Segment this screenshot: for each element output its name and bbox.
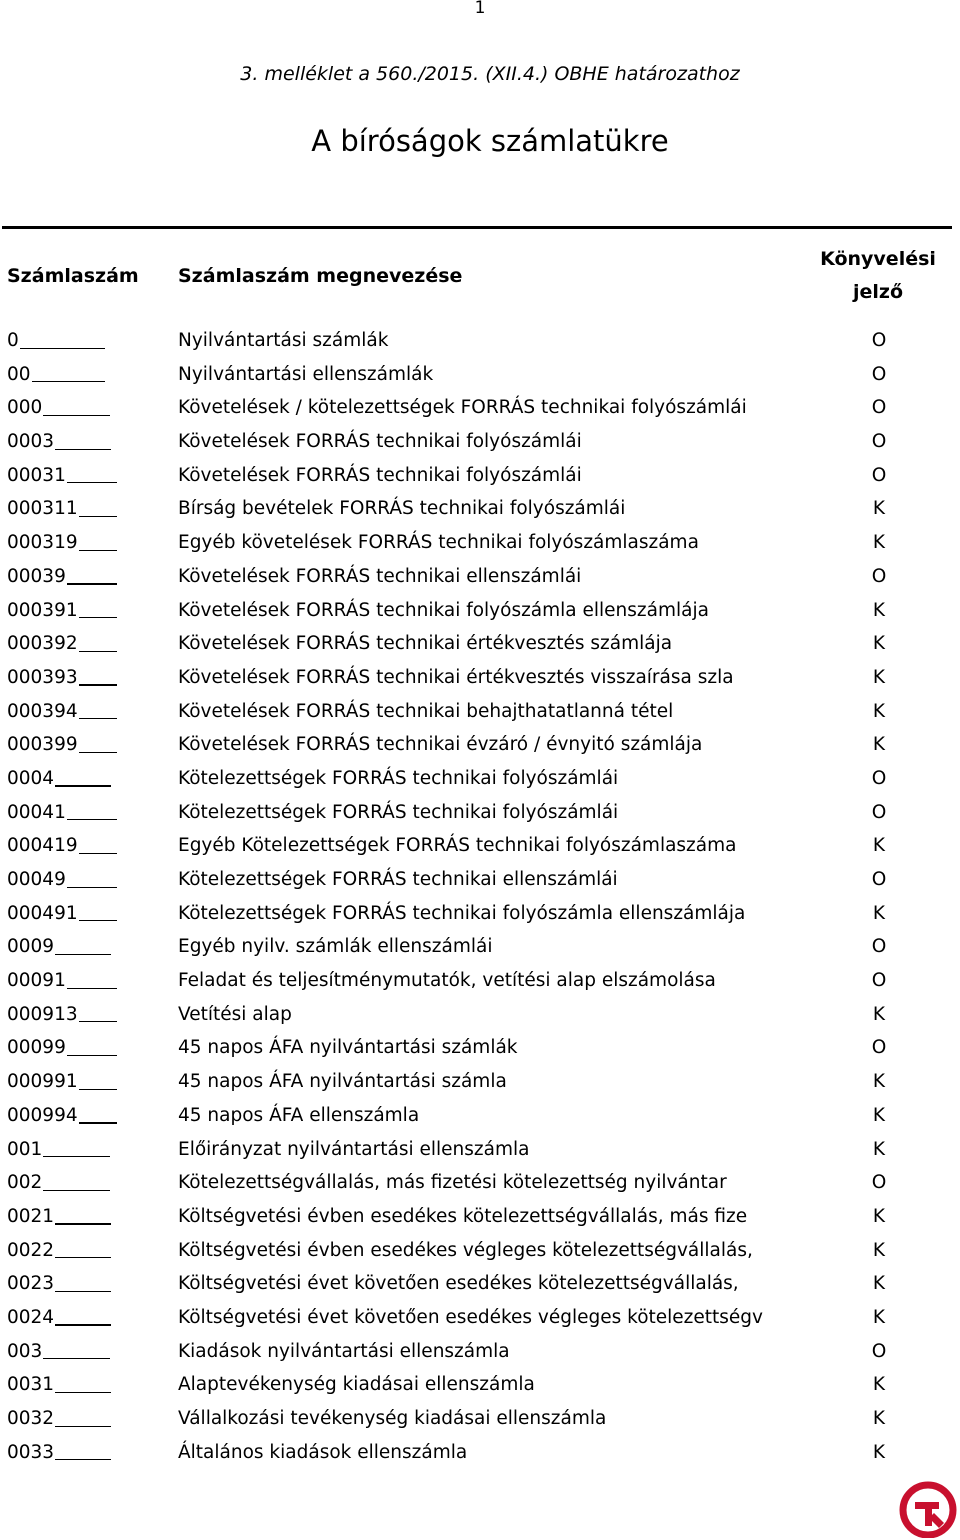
account-number: 000399 [7, 734, 78, 756]
fill-line [79, 1089, 117, 1090]
table-row [0, 1065, 960, 1099]
account-number: 00 [7, 363, 31, 385]
posting-flag: O [871, 464, 887, 486]
account-number: 000394 [7, 700, 78, 722]
fill-line [55, 954, 111, 955]
table-row [0, 560, 960, 594]
account-number: 000391 [7, 599, 78, 621]
account-name: Egyéb nyilv. számlák ellenszámlái [178, 936, 493, 958]
column-header-posting-flag: Könyvelési jelző [820, 248, 936, 303]
account-number: 0021 [7, 1205, 55, 1227]
fill-line [79, 684, 117, 685]
posting-flag: K [872, 835, 886, 857]
account-number: 00099 [7, 1037, 66, 1059]
account-number: 0003 [7, 431, 55, 453]
fill-line [55, 1324, 111, 1325]
posting-flag: K [872, 1239, 886, 1261]
fill-line [43, 415, 110, 416]
account-name: Általános kiadások ellenszámla [178, 1441, 468, 1463]
fill-line [43, 1190, 110, 1191]
account-name: Követelések FORRÁS technikai behajthatatlanná tétel [178, 700, 674, 722]
table-row [0, 897, 960, 931]
table-row [0, 1031, 960, 1065]
table-row [0, 998, 960, 1032]
fill-line [55, 1223, 111, 1224]
account-name: Vetítési alap [178, 1003, 292, 1025]
posting-flag: O [871, 936, 887, 958]
account-name: Költségvetési évet követően esedékes végleges kötelezettségv [178, 1306, 763, 1328]
table-row [0, 695, 960, 729]
posting-flag: K [872, 1374, 886, 1396]
account-name: Követelések FORRÁS technikai értékvesztés számlája [178, 633, 673, 655]
account-number: 000994 [7, 1104, 78, 1126]
posting-flag: K [872, 1138, 886, 1160]
account-number: 000392 [7, 633, 78, 655]
fill-line [43, 1358, 110, 1359]
table-row [0, 1368, 960, 1402]
fill-line [79, 752, 117, 753]
table-row [0, 1267, 960, 1301]
posting-flag: O [871, 363, 887, 385]
posting-flag: O [871, 970, 887, 992]
account-name: Kötelezettségek FORRÁS technikai folyószámlái [178, 801, 619, 823]
posting-flag: O [871, 1340, 887, 1362]
fill-line [79, 718, 117, 719]
account-name: Követelések FORRÁS technikai folyószámlái [178, 464, 582, 486]
posting-flag: K [872, 1306, 886, 1328]
account-name: Kiadások nyilvántartási ellenszámla [178, 1340, 510, 1362]
fill-line [79, 651, 117, 652]
account-name: Kötelezettségek FORRÁS technikai folyószámla ellenszámlája [178, 902, 746, 924]
table-row [0, 863, 960, 897]
fill-line [55, 1426, 111, 1427]
column-header-account-name: Számlaszám megnevezése [178, 265, 463, 287]
account-name: Követelések / kötelezettségek FORRÁS technikai folyószámlái [178, 397, 747, 419]
table-row [0, 391, 960, 425]
account-name: Követelések FORRÁS technikai ellenszámlái [178, 565, 582, 587]
table-row [0, 627, 960, 661]
account-name: Követelések FORRÁS technikai értékvesztés visszaírása szla [178, 666, 734, 688]
table-row [0, 1335, 960, 1369]
table-row [0, 728, 960, 762]
posting-flag: O [871, 869, 887, 890]
account-name: 45 napos ÁFA nyilvántartási számla [178, 1071, 507, 1093]
page-number: 1 [474, 0, 486, 18]
fill-line [32, 381, 105, 382]
account-number: 001 [7, 1138, 43, 1160]
posting-flag: K [872, 666, 886, 688]
account-number: 000419 [7, 835, 78, 857]
table-row [0, 594, 960, 628]
account-name: Alaptevékenység kiadásai ellenszámla [178, 1374, 535, 1396]
fill-line [79, 617, 117, 618]
header-divider [2, 226, 952, 229]
posting-flag: K [872, 902, 886, 924]
fill-line [67, 819, 117, 820]
account-number: 0009 [7, 936, 55, 958]
account-number: 000491 [7, 902, 78, 924]
fill-line [79, 550, 117, 551]
posting-flag: K [872, 1205, 886, 1227]
fill-line [79, 920, 117, 921]
fill-line [67, 887, 117, 888]
table-row [0, 1301, 960, 1335]
fill-line [67, 1055, 117, 1056]
account-name: 45 napos ÁFA ellenszámla [178, 1104, 420, 1126]
posting-flag: K [872, 1408, 886, 1429]
posting-flag: K [872, 599, 886, 621]
posting-flag: K [872, 734, 886, 756]
table-row [0, 930, 960, 964]
account-name: Előirányzat nyilvántartási ellenszámla [178, 1138, 530, 1160]
posting-flag: O [871, 1037, 887, 1059]
account-name: Költségvetési évben esedékes végleges kötelezettségvállalás, [178, 1239, 753, 1261]
posting-flag: O [871, 397, 887, 419]
posting-flag: K [872, 700, 886, 722]
fill-line [20, 348, 105, 349]
table-row [0, 762, 960, 796]
posting-flag: K [872, 1071, 886, 1093]
account-name: Kötelezettségvállalás, más fizetési kötelezettség nyilvántar [178, 1172, 727, 1194]
table-row [0, 1234, 960, 1268]
posting-flag: O [871, 767, 887, 789]
posting-flag: O [871, 801, 887, 823]
posting-flag: K [872, 633, 886, 655]
posting-flag: K [872, 1003, 886, 1025]
account-number: 00049 [7, 869, 66, 890]
table-row [0, 1133, 960, 1167]
account-number: 0033 [7, 1441, 55, 1463]
account-name: Követelések FORRÁS technikai évzáró / évnyitó számlája [178, 734, 703, 756]
table-row [0, 425, 960, 459]
fill-line [55, 1257, 111, 1258]
fill-line [67, 988, 117, 989]
fill-line [55, 1459, 111, 1460]
table-row [0, 324, 960, 358]
account-table [0, 324, 960, 1469]
account-name: Nyilvántartási számlák [178, 330, 389, 351]
posting-flag: K [872, 1273, 886, 1295]
account-name: Bírság bevételek FORRÁS technikai folyószámlái [178, 498, 626, 520]
posting-flag: O [871, 431, 887, 453]
fill-line [79, 853, 117, 854]
account-number: 000 [7, 397, 43, 419]
court-logo-icon [898, 1480, 958, 1538]
fill-line [55, 1392, 111, 1393]
account-number: 00031 [7, 464, 66, 486]
document-subtitle: 3. melléklet a 560./2015. (XII.4.) OBHE határozathoz [240, 63, 740, 85]
account-number: 0004 [7, 767, 55, 789]
table-row [0, 1099, 960, 1133]
account-name: Követelések FORRÁS technikai folyószámla ellenszámlája [178, 599, 709, 621]
table-row [0, 796, 960, 830]
account-name: Követelések FORRÁS technikai folyószámlái [178, 431, 582, 453]
account-name: 45 napos ÁFA nyilvántartási számlák [178, 1037, 518, 1059]
table-row [0, 1200, 960, 1234]
table-row [0, 358, 960, 392]
fill-line [79, 516, 117, 517]
table-row [0, 1436, 960, 1470]
column-header-account-number: Számlaszám [7, 265, 139, 287]
fill-line [67, 482, 117, 483]
fill-line [55, 1291, 111, 1292]
account-number: 002 [7, 1172, 43, 1194]
table-row [0, 1402, 960, 1436]
account-name: Kötelezettségek FORRÁS technikai ellenszámlái [178, 869, 618, 890]
fill-line [79, 1021, 117, 1022]
posting-flag: O [871, 565, 887, 587]
account-number: 0032 [7, 1408, 55, 1429]
account-name: Költségvetési évben esedékes kötelezettségvállalás, más fize [178, 1205, 748, 1227]
account-number: 003 [7, 1340, 43, 1362]
account-number: 000393 [7, 666, 78, 688]
posting-flag: K [872, 1441, 886, 1463]
posting-flag: O [871, 330, 887, 351]
account-number: 0031 [7, 1374, 55, 1396]
account-name: Vállalkozási tevékenység kiadásai ellenszámla [178, 1408, 607, 1429]
posting-flag: K [872, 1104, 886, 1126]
account-number: 00039 [7, 565, 66, 587]
fill-line [55, 449, 111, 450]
account-number: 000311 [7, 498, 78, 520]
account-number: 0023 [7, 1273, 55, 1295]
table-row [0, 492, 960, 526]
table-row [0, 1166, 960, 1200]
account-number: 0022 [7, 1239, 55, 1261]
account-name: Egyéb Kötelezettségek FORRÁS technikai folyószámlaszáma [178, 835, 737, 857]
table-row [0, 526, 960, 560]
account-name: Feladat és teljesítménymutatók, vetítési alap elszámolása [178, 970, 716, 992]
fill-line [67, 583, 117, 584]
account-number: 000319 [7, 532, 78, 554]
posting-flag: K [872, 498, 886, 520]
table-row [0, 964, 960, 998]
account-number: 0 [7, 330, 19, 351]
page-title: A bíróságok számlatükre [311, 124, 669, 158]
account-name: Költségvetési évet követően esedékes kötelezettségvállalás, [178, 1273, 739, 1295]
account-number: 0024 [7, 1306, 55, 1328]
fill-line [43, 1156, 110, 1157]
fill-line [55, 785, 111, 786]
table-row [0, 829, 960, 863]
account-number: 000913 [7, 1003, 78, 1025]
account-number: 00091 [7, 970, 66, 992]
posting-flag: K [872, 532, 886, 554]
account-number: 000991 [7, 1071, 78, 1093]
account-number: 00041 [7, 801, 66, 823]
table-row [0, 661, 960, 695]
fill-line [79, 1122, 117, 1123]
posting-flag: O [871, 1172, 887, 1194]
table-row [0, 459, 960, 493]
account-name: Kötelezettségek FORRÁS technikai folyószámlái [178, 767, 619, 789]
account-name: Nyilvántartási ellenszámlák [178, 363, 434, 385]
account-name: Egyéb követelések FORRÁS technikai folyószámlaszáma [178, 532, 699, 554]
